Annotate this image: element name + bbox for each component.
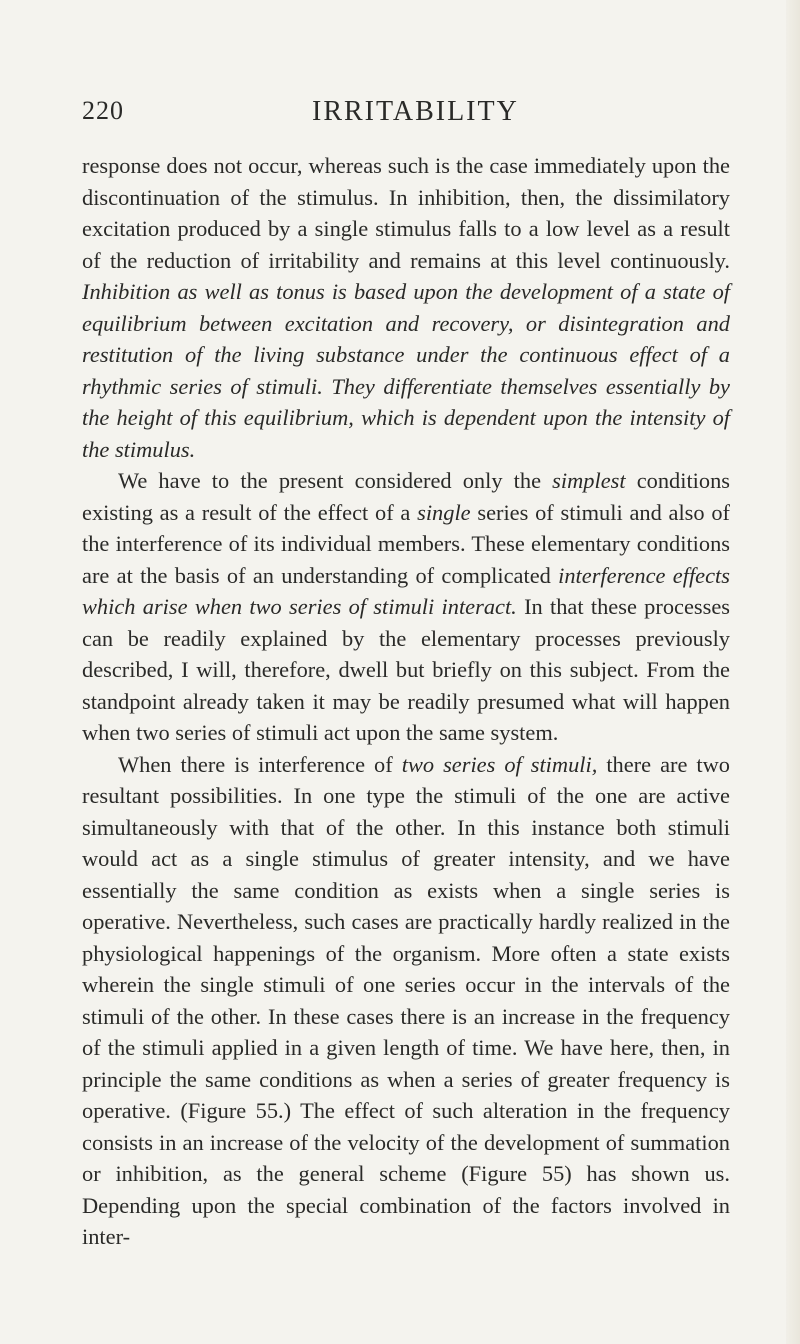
text-segment-italic: Inhibition as well as tonus is based upon the development of a state of equilibrium between excitation and recovery, or disintegration and restitution of the living substance under the continuous effect of a rhythmic series of stimuli. They differentiate themselves essentially by the height of this equilibrium, which is dependent upon the intensity of the stimulus. [82,279,730,462]
page-header [82,96,730,136]
text-segment: series of stimuli and also of the interference of its individual members. These elementary conditions are at the basis of an understanding of complicated [82,499,730,588]
page-edge [786,0,800,1344]
text-segment: We have to the present considered only the [118,468,553,493]
text-segment-italic: single [417,499,471,525]
text-segment: conditions existing as a result of the effect of a [82,468,730,525]
text-segment: response does not occur, whereas such is the case immediately upon the discontinuation of the stimulus. In inhibition, then, the dissimilatory excitation produced by a single stimulus falls to a low level as a result of the reduction of irritability and remains at this level continuously. [82,153,730,273]
page-number: 220 [82,96,124,125]
text-segment-italic: simplest [552,468,626,493]
text-segment-italic: interference effects which arise when two series of stimuli interact. [82,562,730,619]
text-segment: In that these processes can be readily explained by the elementary processes previously described, I will, therefore, dwell but briefly on this subject. From the standpoint already taken it may be readily presumed what will happen when two series of stimuli act upon the same system. [82,594,730,745]
paragraph [82,749,730,1253]
text-segment-italic: two series of stimuli, [401,751,598,777]
text-segment: When there is interference of [118,751,402,777]
text-segment: there are two resultant possibilities. In one type the stimuli of the one are active simultaneously with that of the other. In this instance both stimuli would act as a single stimulus of greater intensity, and we have essentially the same condition as exists when a single series is operative. Nevertheless, such cases are practically hardly realized in the physiological happenings of the organism. More often a state exists wherein the single stimuli of one series occur in the intervals of the stimuli of the other. In these cases there is an increase in the frequency of the stimuli applied in a given length of time. We have here, then, in principle the same conditions as when a series of greater frequency is operative. (Figure 55.) The effect of such alteration in the frequency consists in an increase of the velocity of the development of summation or inhibition, as the general scheme (Figure 55) has shown us. Depending upon the special combination of the factors involved in inter- [82,751,730,1249]
paragraph [82,465,730,749]
paragraph [82,150,730,465]
body-text [82,150,730,1253]
running-head: IRRITABILITY [312,96,519,127]
